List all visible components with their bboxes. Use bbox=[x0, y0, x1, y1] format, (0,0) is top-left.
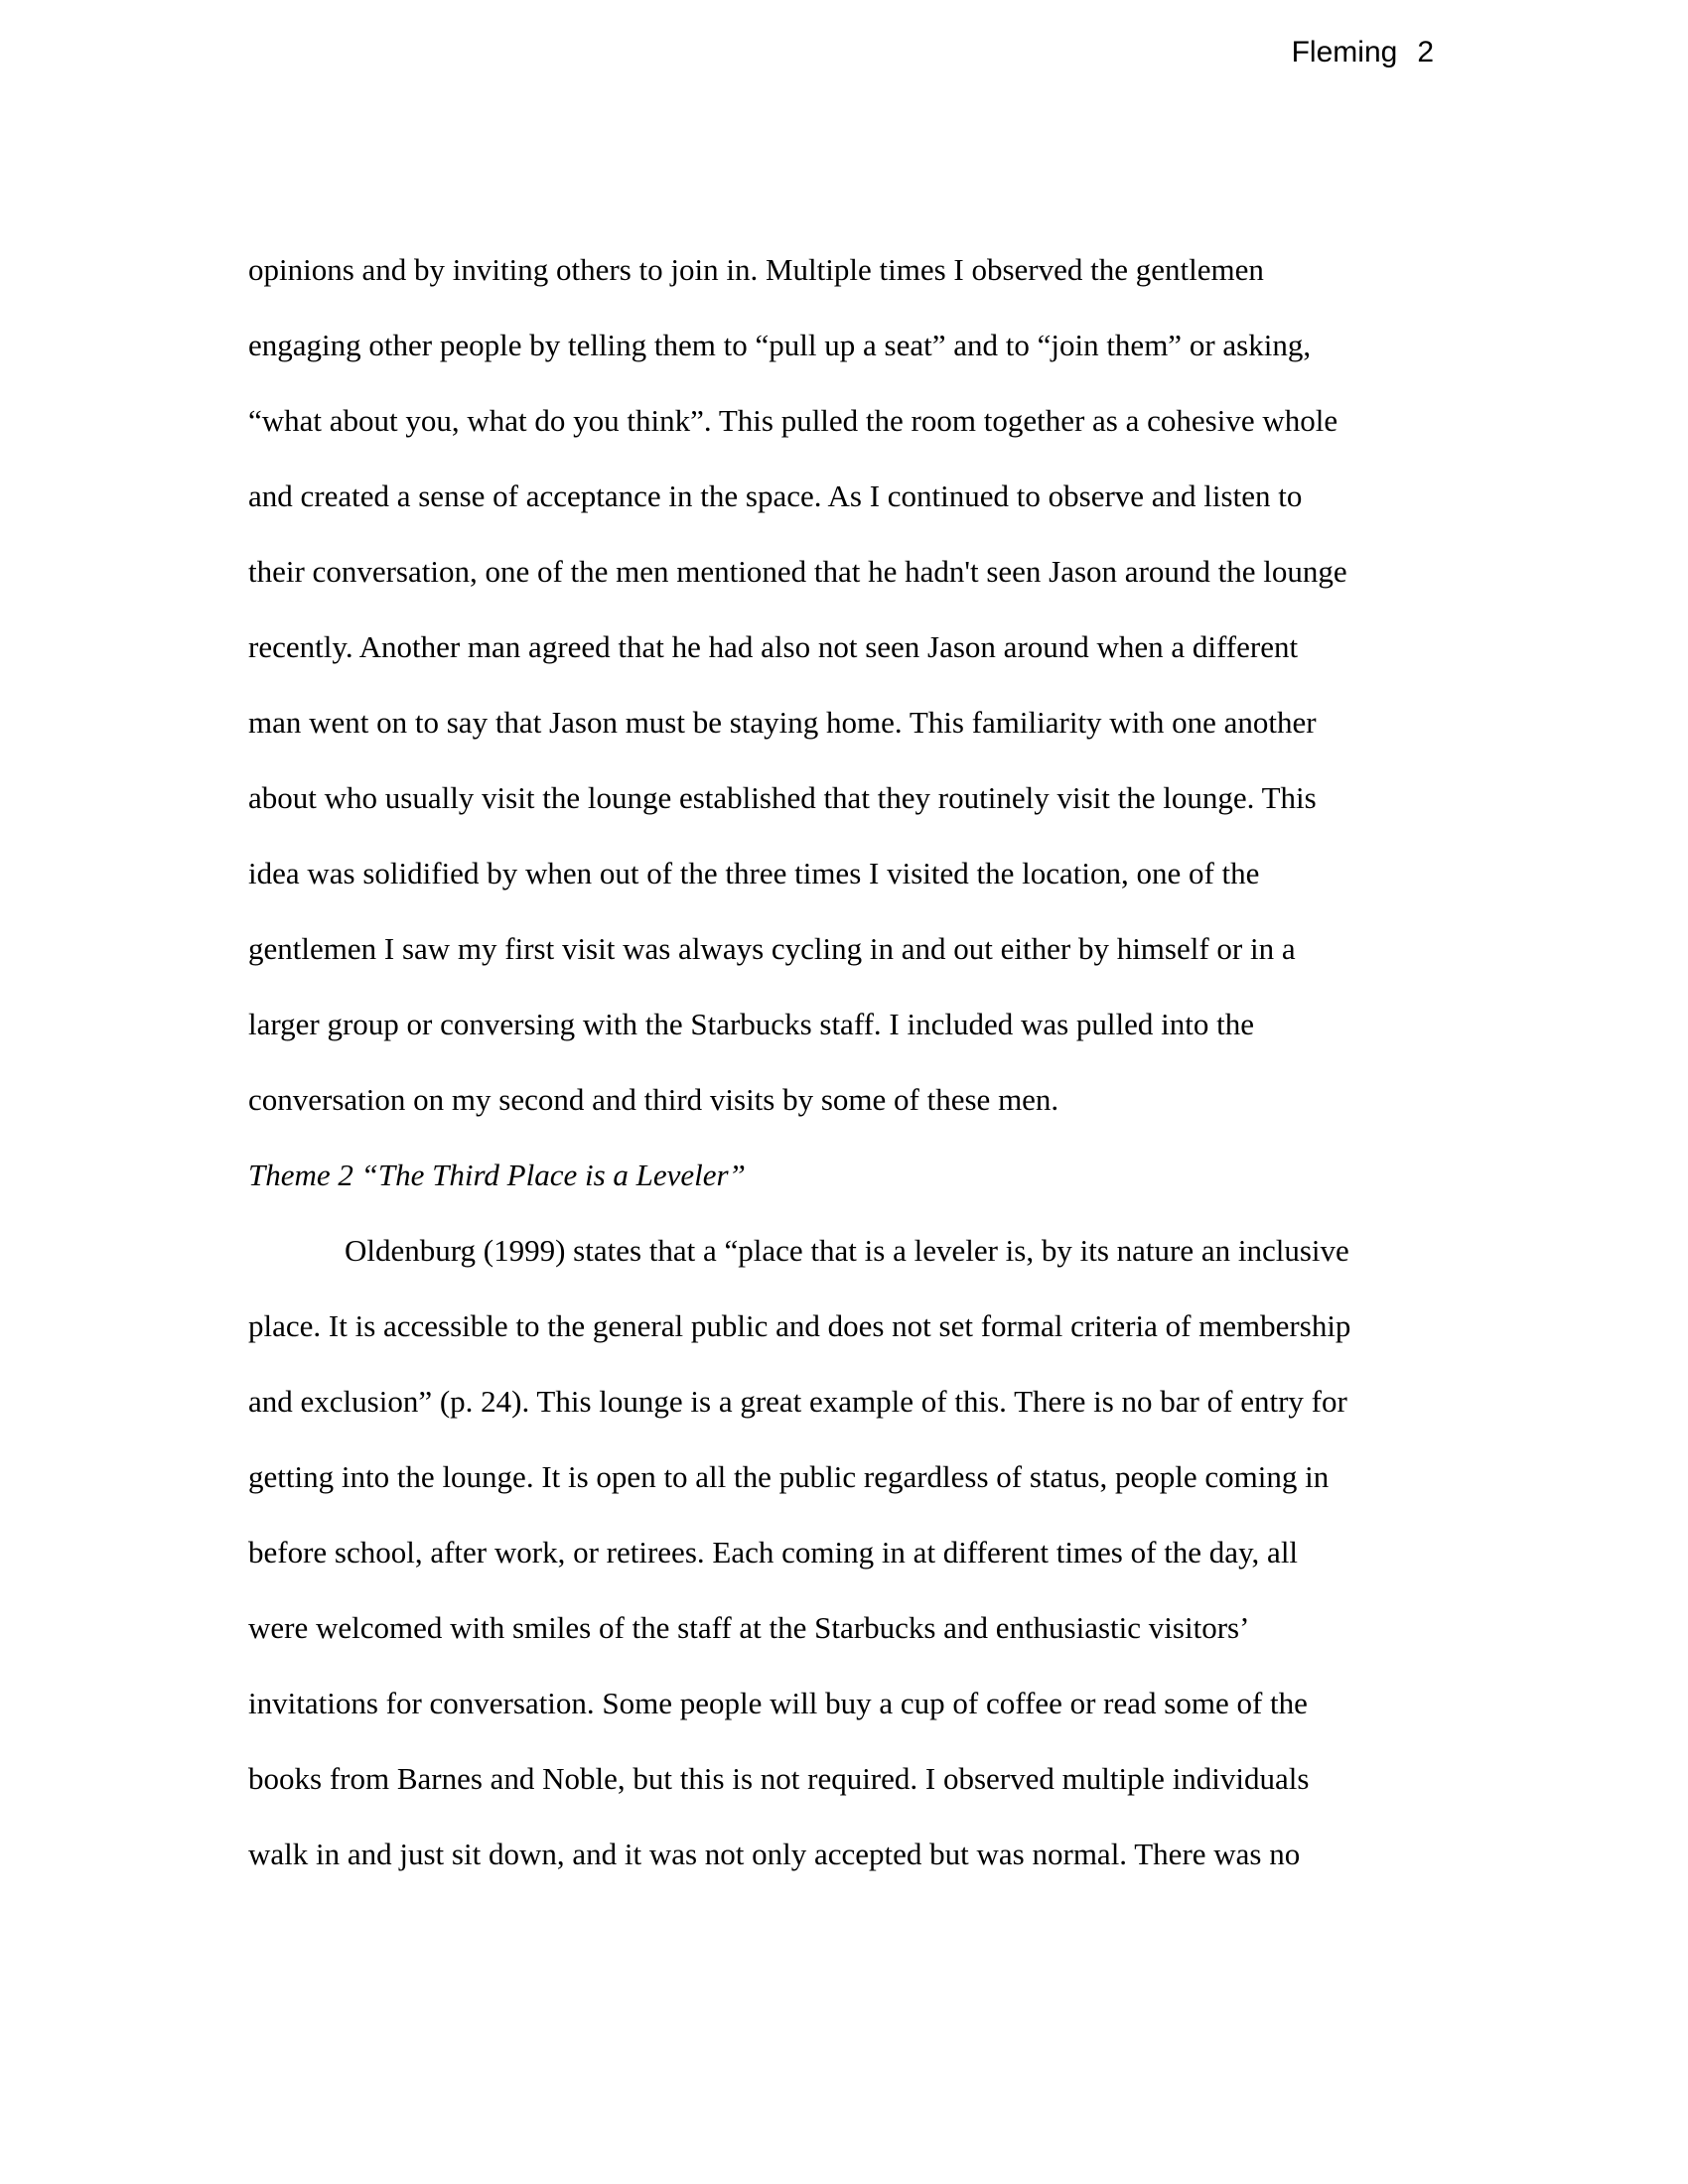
page-body bbox=[248, 242, 1440, 1902]
body-text-line: gentlemen I saw my first visit was always cycling in and out either by himself or in a bbox=[248, 931, 1296, 966]
body-text-line: recently. Another man agreed that he had also not seen Jason around when a different bbox=[248, 629, 1299, 664]
body-text-line: idea was solidified by when out of the three times I visited the location, one of the bbox=[248, 856, 1260, 890]
running-head bbox=[1292, 38, 1434, 68]
section-heading: Theme 2 “The Third Place is a Leveler” bbox=[248, 1158, 746, 1192]
body-text-line: engaging other people by telling them to “pull up a seat” and to “join them” or asking, bbox=[248, 328, 1312, 362]
body-text-line: man went on to say that Jason must be staying home. This familiarity with one another bbox=[248, 705, 1317, 740]
body-text-line: walk in and just sit down, and it was not only accepted but was normal. There was no bbox=[248, 1837, 1301, 1871]
body-text-line: before school, after work, or retirees. Each coming in at different times of the day, all bbox=[248, 1535, 1299, 1570]
body-text-line: invitations for conversation. Some people will buy a cup of coffee or read some of the bbox=[248, 1686, 1308, 1720]
body-text-line: opinions and by inviting others to join in. Multiple times I observed the gentlemen bbox=[248, 252, 1264, 287]
body-text-line: “what about you, what do you think”. This pulled the room together as a cohesive whole bbox=[248, 403, 1338, 438]
body-text-line: books from Barnes and Noble, but this is not required. I observed multiple individuals bbox=[248, 1761, 1310, 1796]
body-text-line: were welcomed with smiles of the staff at the Starbucks and enthusiastic visitors’ bbox=[248, 1610, 1250, 1645]
body-text-line: and exclusion” (p. 24). This lounge is a great example of this. There is no bar of entry for bbox=[248, 1384, 1347, 1419]
author-surname: Fleming bbox=[1291, 36, 1398, 68]
body-text-line: their conversation, one of the men mentioned that he hadn't seen Jason around the lounge bbox=[248, 554, 1347, 589]
body-text-line: larger group or conversing with the Starbucks staff. I included was pulled into the bbox=[248, 1007, 1255, 1041]
body-text-line: Oldenburg (1999) states that a “place that is a leveler is, by its nature an inclusive bbox=[345, 1233, 1349, 1268]
body-text-line: place. It is accessible to the general public and does not set formal criteria of membership bbox=[248, 1308, 1351, 1343]
body-text-line: about who usually visit the lounge established that they routinely visit the lounge. This bbox=[248, 780, 1317, 815]
body-text-line: and created a sense of acceptance in the space. As I continued to observe and listen to bbox=[248, 478, 1303, 513]
body-text-line: conversation on my second and third visits by some of these men. bbox=[248, 1082, 1059, 1117]
page-number: 2 bbox=[1417, 36, 1434, 68]
body-text-line: getting into the lounge. It is open to all the public regardless of status, people coming in bbox=[248, 1459, 1330, 1494]
